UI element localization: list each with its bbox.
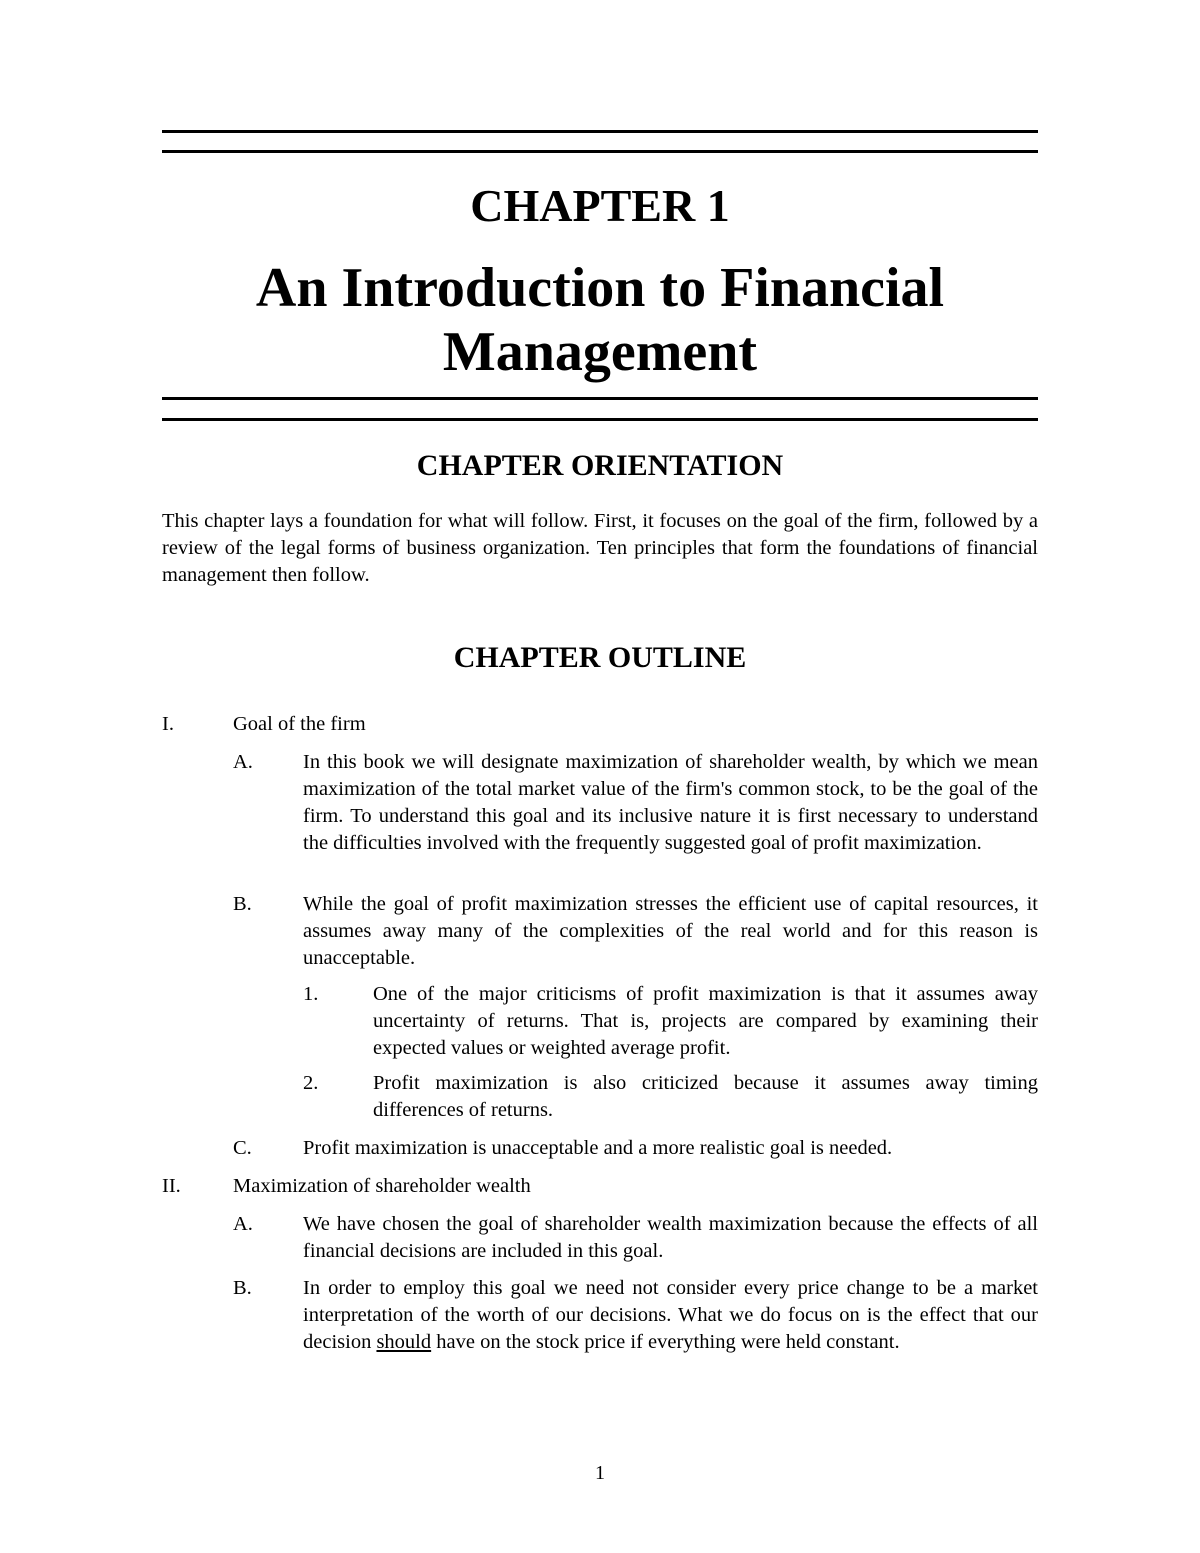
top-rule-1 bbox=[162, 130, 1038, 133]
emphasis-should: should bbox=[376, 1331, 432, 1353]
outline-text: We have chosen the goal of shareholder wealth maximization because the effects of all financial decisions are included in this goal. bbox=[303, 1213, 1038, 1262]
outline-text: In this book we will designate maximization of shareholder wealth, by which we mean maximization of the total market value of the firm's common stock, to be the goal of the firm. To understand this goal and its inclusive nature it is first necessary to understand the difficulties involved with the frequently suggested goal of profit maximization. bbox=[303, 751, 1038, 854]
outline-label: I. bbox=[162, 713, 174, 735]
outline-label: A. bbox=[233, 1213, 253, 1235]
top-rule-2 bbox=[162, 150, 1038, 153]
orientation-heading: CHAPTER ORIENTATION bbox=[416, 449, 784, 482]
outline-text: Goal of the firm bbox=[233, 713, 366, 735]
outline-text: Profit maximization is unacceptable and a more realistic goal is needed. bbox=[303, 1137, 893, 1159]
outline-heading: CHAPTER OUTLINE bbox=[453, 641, 747, 674]
outline-label: B. bbox=[233, 1277, 252, 1299]
orientation-paragraph: This chapter lays a foundation for what will follow. First, it focuses on the goal of the firm, followed by a review of the legal forms of business organization. Ten principles that form the foundations of financial management then follow. bbox=[162, 510, 1038, 586]
outline-text bbox=[303, 1275, 1038, 1356]
outline-text: Profit maximization is also criticized because it assumes away timing differences of returns. bbox=[373, 1072, 1038, 1121]
title-rule-2 bbox=[162, 418, 1038, 421]
outline-text: Maximization of shareholder wealth bbox=[233, 1175, 531, 1197]
outline-label: 1. bbox=[303, 983, 319, 1005]
outline-label: A. bbox=[233, 751, 253, 773]
outline-text-part: have on the stock price if everything were held constant. bbox=[436, 1331, 900, 1353]
outline-label: 2. bbox=[303, 1072, 319, 1094]
outline-label: C. bbox=[233, 1137, 252, 1159]
outline-label: II. bbox=[162, 1175, 181, 1197]
outline-text: While the goal of profit maximization stresses the efficient use of capital resources, it assumes away many of the complexities of the real world and for this reason is unacceptable. bbox=[303, 893, 1038, 969]
chapter-title: An Introduction to Financial Management bbox=[255, 257, 945, 383]
chapter-number: CHAPTER 1 bbox=[470, 180, 730, 231]
title-rule-1 bbox=[162, 397, 1038, 400]
page-number: 1 bbox=[595, 1462, 605, 1484]
outline-text: One of the major criticisms of profit maximization is that it assumes away uncertainty of returns. That is, projects are compared by examining their expected values or weighted average profit. bbox=[373, 983, 1038, 1059]
outline-label: B. bbox=[233, 893, 252, 915]
outline-text-part: In order to employ this goal we need not consider every price change to be a market interpretation of the worth of our decisions. What we do focus on is the effect that our decision bbox=[303, 1277, 1038, 1353]
